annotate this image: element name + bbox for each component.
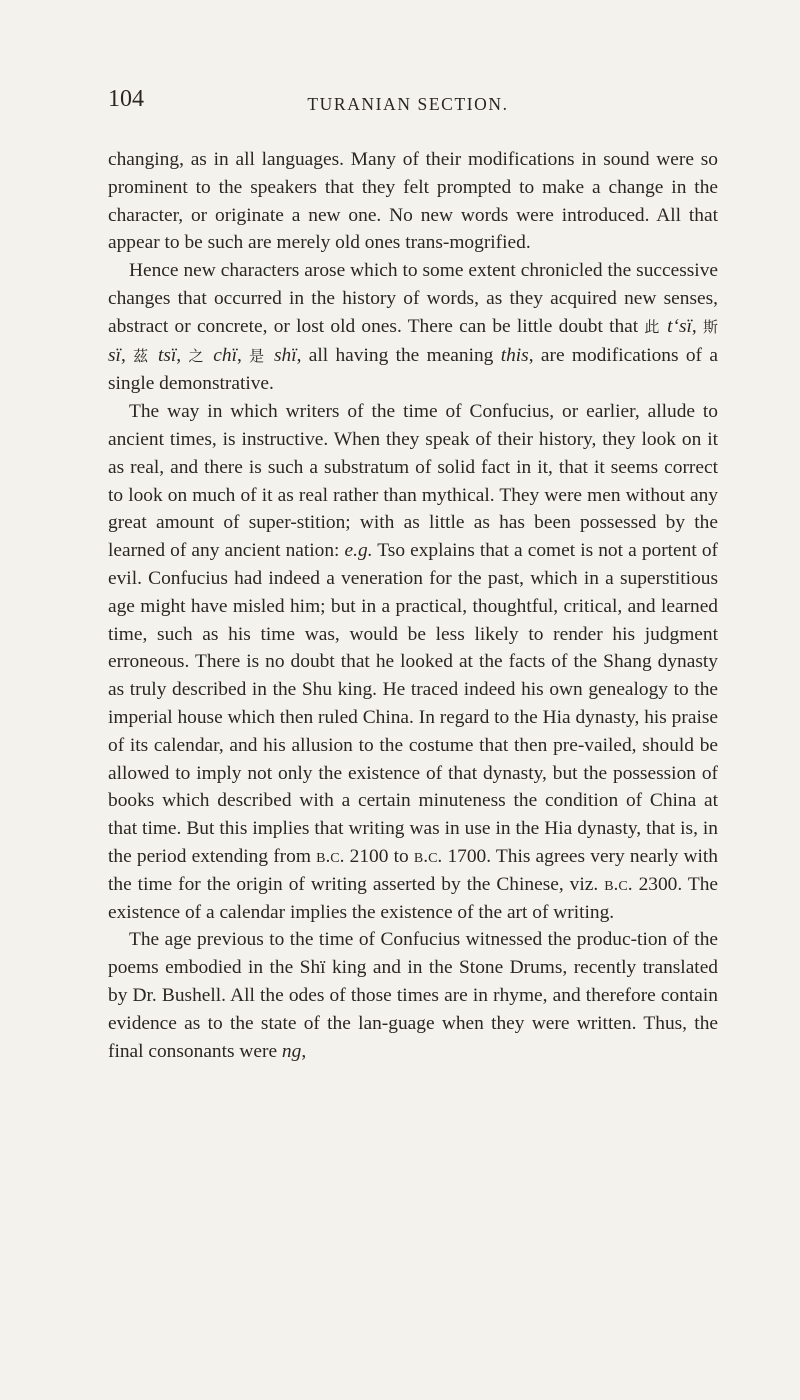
paragraph-3 — [108, 398, 718, 926]
body-text — [108, 146, 718, 1065]
emphasis: e.g. — [344, 540, 373, 562]
chinese-character: 是 — [249, 346, 267, 365]
chinese-character: 茲 — [133, 346, 151, 365]
romanization: t‘sï — [667, 315, 692, 337]
era-abbreviation: b.c. — [604, 873, 633, 895]
paragraph-2: Hence new characters arose which to some extent chronicled the successive changes that occurred in the history of words, as they acquired new senses, abstract or concrete, or lost old ones. There can be little doubt that 此 t‘sï, 斯 sï, 茲 tsï, 之 chï, 是 shï, all having the meaning this, are modifications of a single demonstrative. — [108, 260, 718, 395]
text-run: , — [301, 1040, 307, 1062]
romanization: sï — [108, 344, 121, 366]
text-run: The age previous to the time of Confucius witnessed the produc-tion of the poems embodied in the Shï king and in the Stone Drums, recently translated by Dr. Bushell. All the odes of those times are in rhyme, and therefore contain evidence as to the state of the lan-guage when they were written. Thus, the final consonants were — [108, 929, 718, 1062]
text-run: 2100 to — [344, 845, 414, 867]
paragraph-1 — [108, 146, 718, 257]
text-run: , all having the meaning — [296, 344, 501, 366]
paragraph-4 — [108, 926, 718, 1065]
emphasis: ng — [281, 1040, 302, 1062]
text-run: 1700. This agrees very nearly with the time for the origin of writing asserted by the Chinese, viz. — [108, 845, 718, 895]
page-header — [108, 86, 708, 122]
romanization: tsï — [157, 344, 177, 366]
era-abbreviation: b.c. — [316, 845, 345, 867]
page-number: 104 — [108, 86, 144, 112]
text-run: The way in which writers of the time of Confucius, or earlier, allude to ancient times, is instructive. When they speak of their history, they look on it as real, and there is such a substratum of solid fact in it, that it seems correct to look on much of it as real rather than mythical. They were men without any great amount of super-stition; with as little as has been possessed by the learned of any ancient nation: — [108, 401, 718, 562]
chinese-character: 此 — [644, 317, 661, 336]
text-run: Tso explains that a comet is not a portent of evil. Confucius had indeed a veneration for the past, which in a superstitious age might have misled him; but in a practical, thoughtful, critical, and learned time, such as his time was, would be less likely to render his judgment erroneous. There is no doubt that he looked at the facts of the Shang dynasty as truly described in the Shu king. He traced indeed his own genealogy to the imperial house which then ruled China. In regard to the Hia dynasty, his praise of its calendar, and his allusion to the costume that then pre-vailed, should be allowed to imply not only the existence of that dynasty, but the possession of books which described with a certain minuteness the condition of China at that time. But this implies that writing was in use in the Hia dynasty, that is, in the period extending from — [108, 540, 718, 867]
running-head: TURANIAN SECTION. — [307, 94, 509, 114]
chinese-character: 之 — [188, 346, 206, 365]
romanization: chï — [213, 344, 237, 366]
romanization: shï — [273, 344, 297, 366]
text-run: Hence new characters arose which to some extent chronicled the successive changes that occurred in the history of words, as they acquired new senses, abstract or concrete, or lost old ones. There can be little doubt that — [108, 260, 718, 337]
era-abbreviation: b.c. — [413, 845, 443, 867]
chinese-character: 斯 — [702, 317, 718, 336]
text-run: changing, as in all languages. Many of their modifications in sound were so prominent to the speakers that they felt prompted to make a change in the character, or originate a new one. No new words were introduced. All that appear to be such are merely old ones trans-mogrified. — [108, 149, 718, 254]
text-run: 2300. The existence of a calendar implies the existence of the art of writing. — [108, 873, 718, 923]
emphasis: this — [500, 344, 529, 366]
text-run: , are modifications of a single demonstrative. — [108, 344, 718, 395]
